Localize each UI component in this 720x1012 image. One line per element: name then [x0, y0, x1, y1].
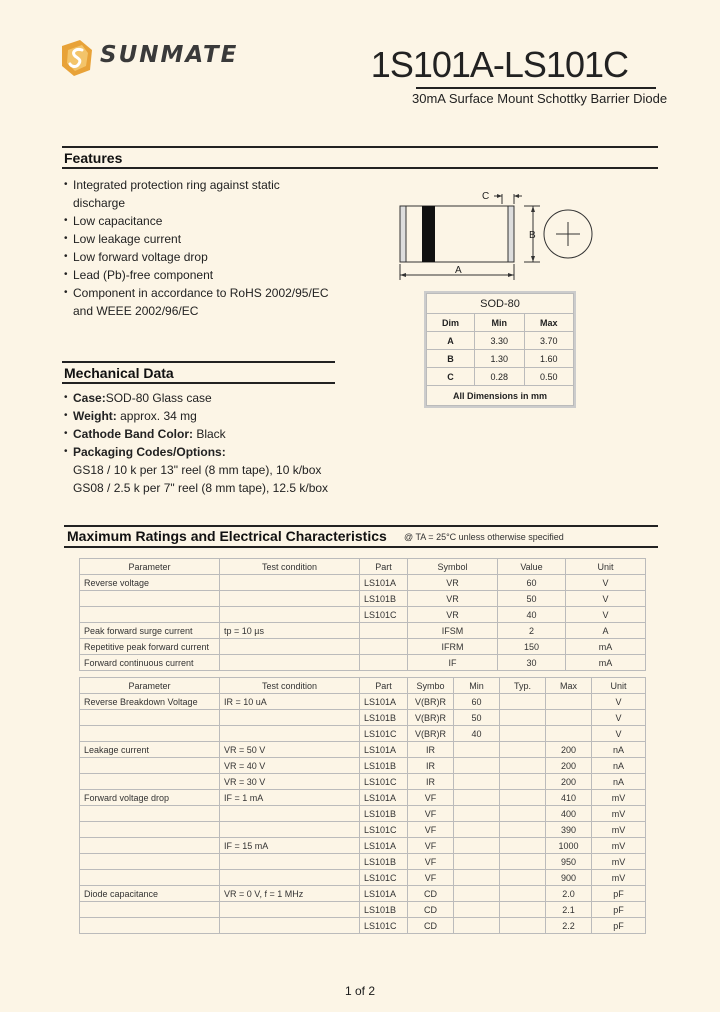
column-header: Test condition — [220, 678, 360, 694]
part-number: 1S101A-LS101C — [370, 44, 628, 85]
column-header: Symbol — [408, 559, 498, 575]
column-header: Value — [498, 559, 566, 575]
column-header: Parameter — [80, 678, 220, 694]
dim-cell: B — [427, 350, 475, 368]
dimension-table — [424, 291, 576, 408]
column-header: Test condition — [220, 559, 360, 575]
dim-a-label: A — [455, 265, 462, 276]
max-cell — [546, 694, 592, 710]
max-cell: 200 — [546, 758, 592, 774]
typ-cell — [500, 806, 546, 822]
value-cell: 50 — [498, 591, 566, 607]
unit-cell: V — [592, 694, 646, 710]
column-header: Unit — [566, 559, 646, 575]
part-cell — [360, 623, 408, 639]
table-row — [80, 758, 646, 774]
package-diagram — [392, 182, 602, 284]
dim-col-header: Dim — [427, 314, 475, 332]
parameter-cell — [80, 822, 220, 838]
logo — [58, 36, 238, 80]
condition-cell — [220, 726, 360, 742]
symbol-cell: VF — [408, 790, 454, 806]
min-cell — [454, 902, 500, 918]
min-cell — [454, 742, 500, 758]
unit-cell: V — [566, 591, 646, 607]
unit-cell: A — [566, 623, 646, 639]
max-cell — [546, 726, 592, 742]
part-cell: LS101B — [360, 902, 408, 918]
symbol-cell: VF — [408, 870, 454, 886]
table-header-row — [80, 559, 646, 575]
part-cell: LS101C — [360, 918, 408, 934]
typ-cell — [500, 854, 546, 870]
typ-cell — [500, 838, 546, 854]
typ-cell — [500, 886, 546, 902]
typ-cell — [500, 774, 546, 790]
unit-cell: V — [592, 710, 646, 726]
typ-cell — [500, 726, 546, 742]
parameter-cell: Forward continuous current — [80, 655, 220, 671]
typ-cell — [500, 790, 546, 806]
condition-cell: VR = 50 V — [220, 742, 360, 758]
symbol-cell: VF — [408, 854, 454, 870]
packaging-option: GS18 / 10 k per 13" reel (8 mm tape), 10 k/box — [73, 463, 322, 477]
dim-cell: 3.70 — [524, 332, 574, 350]
ratings-note: @ TA = 25°C unless otherwise specified — [404, 532, 564, 542]
table-row — [80, 575, 646, 591]
min-cell — [454, 806, 500, 822]
typ-cell — [500, 822, 546, 838]
max-cell: 410 — [546, 790, 592, 806]
symbol-cell: IFRM — [408, 639, 498, 655]
table-row — [80, 886, 646, 902]
title-divider — [416, 87, 656, 89]
table-row — [80, 870, 646, 886]
condition-cell — [220, 655, 360, 671]
dim-cell: 0.28 — [475, 368, 524, 386]
part-cell: LS101C — [360, 774, 408, 790]
parameter-cell — [80, 918, 220, 934]
parameter-cell: Peak forward surge current — [80, 623, 220, 639]
parameter-cell — [80, 870, 220, 886]
symbol-cell: IR — [408, 742, 454, 758]
parameter-cell: Diode capacitance — [80, 886, 220, 902]
logo-text: SUNMATE — [100, 42, 239, 68]
symbol-cell: CD — [408, 886, 454, 902]
condition-cell — [220, 918, 360, 934]
table-row — [80, 694, 646, 710]
table-row — [80, 655, 646, 671]
part-cell: LS101B — [360, 758, 408, 774]
column-header: Symbo — [408, 678, 454, 694]
table-row — [80, 607, 646, 623]
list-item: • Component in accordance to RoHS 2002/95/EC and WEEE 2002/96/EC — [64, 284, 348, 320]
typ-cell — [500, 870, 546, 886]
unit-cell: mV — [592, 870, 646, 886]
symbol-cell: VF — [408, 838, 454, 854]
min-cell — [454, 854, 500, 870]
symbol-cell: VF — [408, 822, 454, 838]
max-cell: 390 — [546, 822, 592, 838]
min-cell — [454, 758, 500, 774]
table-row — [80, 639, 646, 655]
part-cell: LS101C — [360, 870, 408, 886]
table-row — [80, 854, 646, 870]
part-cell: LS101A — [360, 886, 408, 902]
item-label: Packaging Codes/Options: — [73, 445, 226, 459]
part-cell: LS101C — [360, 607, 408, 623]
condition-cell — [220, 710, 360, 726]
part-cell: LS101C — [360, 726, 408, 742]
parameter-cell — [80, 726, 220, 742]
electrical-characteristics-table — [79, 677, 646, 934]
list-item — [64, 425, 364, 443]
symbol-cell: VR — [408, 607, 498, 623]
packaging-option: GS08 / 2.5 k per 7" reel (8 mm tape), 12.5 k/box — [73, 481, 329, 495]
column-header: Part — [360, 678, 408, 694]
dim-cell: 1.30 — [475, 350, 524, 368]
part-cell: LS101A — [360, 790, 408, 806]
unit-cell: V — [566, 575, 646, 591]
page-number: 1 of 2 — [344, 984, 376, 998]
max-cell: 200 — [546, 742, 592, 758]
part-cell — [360, 639, 408, 655]
dim-table-title: SOD-80 — [427, 294, 574, 314]
column-header: Parameter — [80, 559, 220, 575]
table-row — [80, 822, 646, 838]
unit-cell: V — [592, 726, 646, 742]
unit-cell: mV — [592, 790, 646, 806]
parameter-cell — [80, 758, 220, 774]
max-cell: 2.2 — [546, 918, 592, 934]
max-cell: 1000 — [546, 838, 592, 854]
unit-cell: nA — [592, 758, 646, 774]
part-cell: LS101A — [360, 575, 408, 591]
typ-cell — [500, 758, 546, 774]
typ-cell — [500, 902, 546, 918]
condition-cell — [220, 870, 360, 886]
table-row — [80, 774, 646, 790]
list-item — [64, 407, 364, 425]
min-cell — [454, 838, 500, 854]
value-cell: 60 — [498, 575, 566, 591]
table-header-row — [80, 678, 646, 694]
symbol-cell: IR — [408, 774, 454, 790]
table-row — [80, 806, 646, 822]
part-cell: LS101A — [360, 742, 408, 758]
condition-cell: IF = 15 mA — [220, 838, 360, 854]
value-cell: 150 — [498, 639, 566, 655]
parameter-cell — [80, 591, 220, 607]
dim-col-header: Max — [524, 314, 574, 332]
parameter-cell — [80, 806, 220, 822]
condition-cell — [220, 575, 360, 591]
condition-cell: VR = 0 V, f = 1 MHz — [220, 886, 360, 902]
table-row — [80, 726, 646, 742]
part-cell — [360, 655, 408, 671]
part-cell: LS101B — [360, 854, 408, 870]
max-cell: 2.1 — [546, 902, 592, 918]
ratings-top-rule — [64, 525, 658, 527]
mechanical-title: Mechanical Data — [64, 365, 174, 381]
value-cell: 30 — [498, 655, 566, 671]
condition-cell: VR = 30 V — [220, 774, 360, 790]
condition-cell — [220, 639, 360, 655]
parameter-cell — [80, 854, 220, 870]
min-cell — [454, 918, 500, 934]
symbol-cell: V(BR)R — [408, 694, 454, 710]
typ-cell — [500, 918, 546, 934]
part-cell: LS101B — [360, 591, 408, 607]
condition-cell — [220, 902, 360, 918]
unit-cell: pF — [592, 886, 646, 902]
symbol-cell: CD — [408, 918, 454, 934]
column-header: Unit — [592, 678, 646, 694]
subtitle: 30mA Surface Mount Schottky Barrier Diode — [412, 91, 668, 106]
value-cell: 40 — [498, 607, 566, 623]
parameter-cell: Reverse voltage — [80, 575, 220, 591]
table-row — [80, 918, 646, 934]
unit-cell: mA — [566, 639, 646, 655]
parameter-cell — [80, 838, 220, 854]
symbol-cell: VR — [408, 575, 498, 591]
dim-c-label: C — [482, 191, 490, 202]
condition-cell: IR = 10 uA — [220, 694, 360, 710]
dim-cell: 1.60 — [524, 350, 574, 368]
symbol-cell: V(BR)R — [408, 726, 454, 742]
condition-cell — [220, 806, 360, 822]
list-item: • Low capacitance — [64, 212, 310, 230]
table-row — [80, 790, 646, 806]
condition-cell: IF = 1 mA — [220, 790, 360, 806]
parameter-cell: Repetitive peak forward current — [80, 639, 220, 655]
table-row — [427, 332, 574, 350]
item-value: Black — [193, 427, 226, 441]
min-cell — [454, 822, 500, 838]
max-cell: 200 — [546, 774, 592, 790]
list-item: • Low forward voltage drop — [64, 248, 310, 266]
typ-cell — [500, 742, 546, 758]
list-item — [64, 443, 364, 461]
parameter-cell: Forward voltage drop — [80, 790, 220, 806]
unit-cell: pF — [592, 918, 646, 934]
column-header: Part — [360, 559, 408, 575]
table-row — [80, 742, 646, 758]
condition-cell — [220, 822, 360, 838]
min-cell — [454, 774, 500, 790]
unit-cell: mV — [592, 806, 646, 822]
logo-icon — [58, 36, 98, 80]
unit-cell: mV — [592, 822, 646, 838]
column-header: Min — [454, 678, 500, 694]
unit-cell: mA — [566, 655, 646, 671]
ratings-bottom-rule — [64, 546, 658, 548]
symbol-cell: IF — [408, 655, 498, 671]
part-cell: LS101A — [360, 694, 408, 710]
unit-cell: nA — [592, 774, 646, 790]
unit-cell: V — [566, 607, 646, 623]
parameter-cell: Reverse Breakdown Voltage — [80, 694, 220, 710]
value-cell: 2 — [498, 623, 566, 639]
part-cell: LS101B — [360, 806, 408, 822]
unit-cell: nA — [592, 742, 646, 758]
parameter-cell — [80, 607, 220, 623]
min-cell — [454, 790, 500, 806]
mechanical-bottom-rule — [62, 382, 335, 384]
item-label: Weight: — [73, 409, 117, 423]
dim-cell: 0.50 — [524, 368, 574, 386]
typ-cell — [500, 710, 546, 726]
max-ratings-table — [79, 558, 646, 671]
condition-cell — [220, 854, 360, 870]
part-cell: LS101C — [360, 822, 408, 838]
table-row — [80, 838, 646, 854]
condition-cell: VR = 40 V — [220, 758, 360, 774]
symbol-cell: IR — [408, 758, 454, 774]
table-row — [80, 710, 646, 726]
column-header: Typ. — [500, 678, 546, 694]
table-row — [80, 623, 646, 639]
column-header: Max — [546, 678, 592, 694]
dim-cell: A — [427, 332, 475, 350]
features-list — [64, 176, 329, 320]
list-item — [64, 389, 364, 407]
condition-cell: tp = 10 µs — [220, 623, 360, 639]
max-cell: 950 — [546, 854, 592, 870]
max-cell — [546, 710, 592, 726]
parameter-cell: Leakage current — [80, 742, 220, 758]
mechanical-top-rule — [62, 361, 335, 363]
item-label: Cathode Band Color: — [73, 427, 193, 441]
part-cell: LS101B — [360, 710, 408, 726]
max-cell: 2.0 — [546, 886, 592, 902]
dim-cell: C — [427, 368, 475, 386]
table-row — [427, 350, 574, 368]
symbol-cell: CD — [408, 902, 454, 918]
parameter-cell — [80, 902, 220, 918]
features-top-rule — [62, 146, 658, 148]
min-cell — [454, 886, 500, 902]
typ-cell — [500, 694, 546, 710]
unit-cell: pF — [592, 902, 646, 918]
ratings-title: Maximum Ratings and Electrical Characteristics — [67, 528, 387, 544]
features-bottom-rule — [62, 167, 658, 169]
symbol-cell: VR — [408, 591, 498, 607]
table-row — [80, 902, 646, 918]
dim-cell: 3.30 — [475, 332, 524, 350]
symbol-cell: VF — [408, 806, 454, 822]
table-row — [427, 368, 574, 386]
max-cell: 900 — [546, 870, 592, 886]
features-title: Features — [64, 150, 123, 166]
item-value: approx. 34 mg — [116, 409, 197, 423]
unit-cell: mV — [592, 854, 646, 870]
min-cell — [454, 870, 500, 886]
parameter-cell — [80, 710, 220, 726]
item-value: SOD-80 Glass case — [105, 391, 212, 405]
mechanical-list — [64, 389, 364, 461]
symbol-cell: V(BR)R — [408, 710, 454, 726]
table-row — [80, 591, 646, 607]
max-cell: 400 — [546, 806, 592, 822]
list-item: • Integrated protection ring against static discharge — [64, 176, 310, 212]
list-item: • Low leakage current — [64, 230, 310, 248]
dim-b-label: B — [529, 230, 536, 241]
unit-cell: mV — [592, 838, 646, 854]
min-cell: 60 — [454, 694, 500, 710]
part-cell: LS101A — [360, 838, 408, 854]
condition-cell — [220, 591, 360, 607]
min-cell: 40 — [454, 726, 500, 742]
item-label: Case: — [73, 391, 106, 405]
condition-cell — [220, 607, 360, 623]
dim-col-header: Min — [475, 314, 524, 332]
list-item: • Lead (Pb)-free component — [64, 266, 310, 284]
min-cell: 50 — [454, 710, 500, 726]
parameter-cell — [80, 774, 220, 790]
dim-table-footer: All Dimensions in mm — [427, 386, 574, 406]
symbol-cell: IFSM — [408, 623, 498, 639]
